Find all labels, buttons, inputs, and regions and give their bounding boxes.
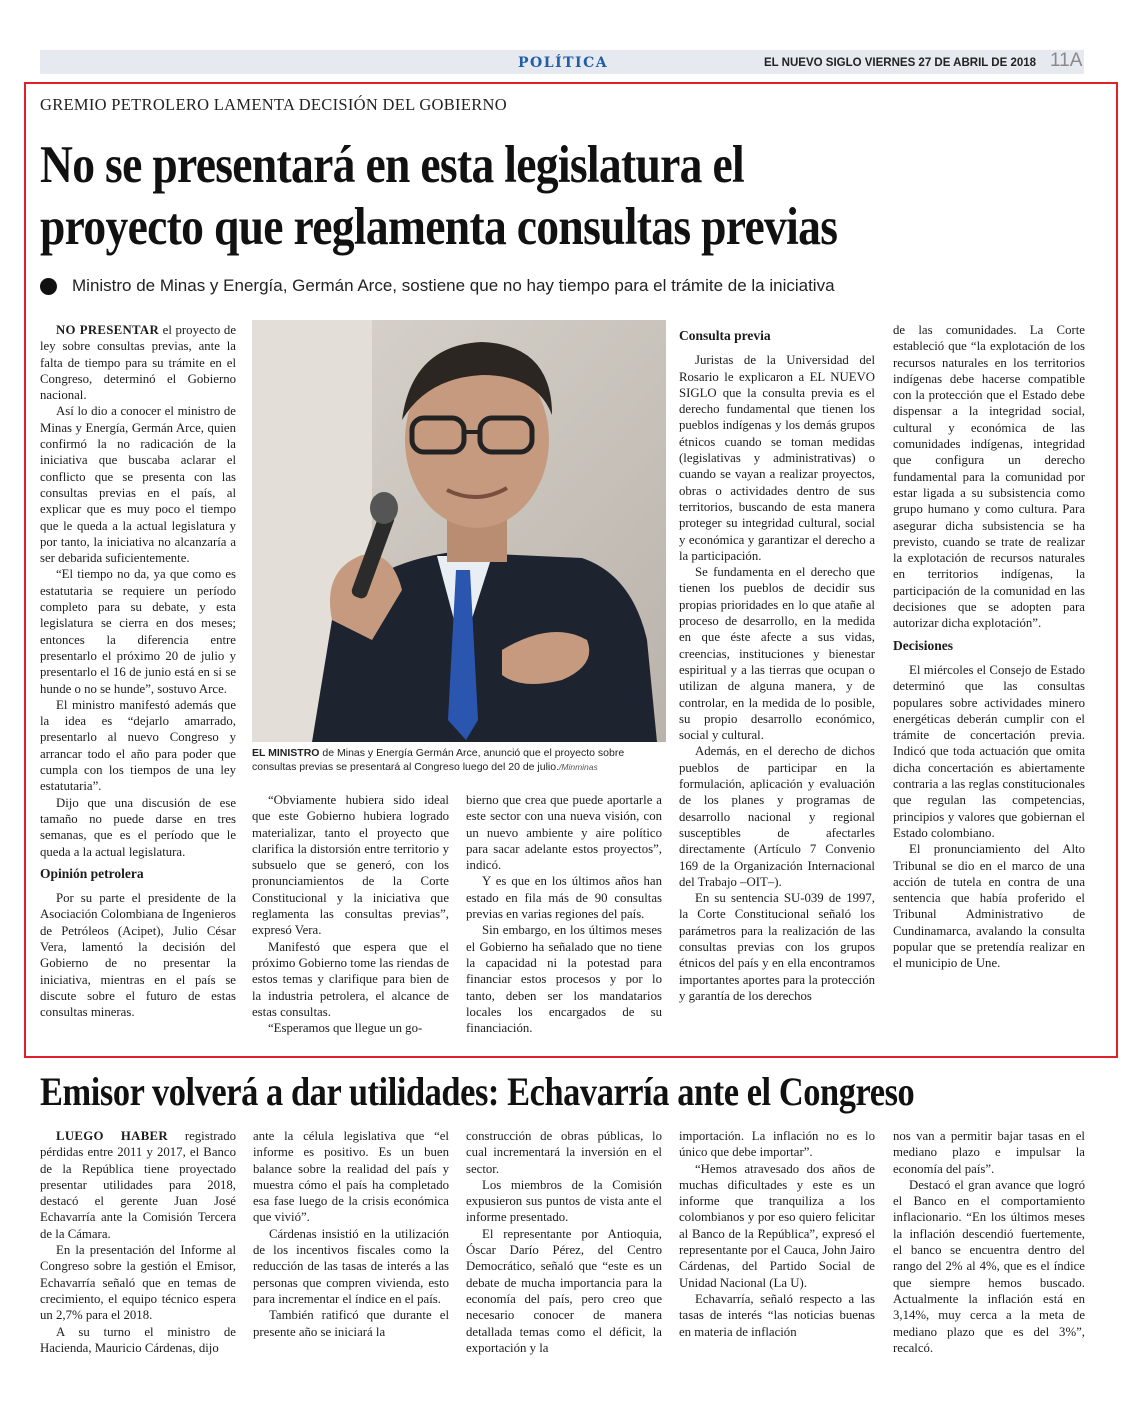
paragraph: Echavarría, señaló respecto a las tasas de interés “las noticias buenas en materia de inflación	[679, 1291, 875, 1339]
section-subtitle: Decisiones	[893, 637, 953, 653]
paragraph: Así lo dio a conocer el ministro de Minas y Energía, Germán Arce, quien confirmó la no radicación de la iniciativa que buscaba aclarar el conflicto que se presenta con las consultas previas en el país, al explicar que es muy poco el tiempo que le queda a la actual legislatura y por tanto, la iniciativa no alcanzaría a ser debarida suficientemente.	[40, 404, 236, 566]
bullet-icon	[40, 278, 57, 295]
section-subtitle: Opinión petrolera	[40, 865, 144, 881]
paragraph: “Esperamos que llegue un go-	[268, 1021, 423, 1036]
article2-column-2	[253, 1128, 449, 1340]
paragraph: construcción de obras públicas, lo cual incrementará la inversión en el sector.	[466, 1129, 662, 1176]
paragraph: Juristas de la Universidad del Rosario le explicaron a EL NUEVO SIGLO que la consulta previa es el derecho fundamental que tienen los pueblos indígenas y los demás grupos étnicos cuando se toman medidas (legislativas y administrativas) o cuando se vayan a realizar proyectos, obras o actividades dentro de sus territorios, buscando de esta manera proteger su integridad cultural, social y económica y garantizar el derecho a la participación.	[679, 353, 875, 563]
paragraph: Cárdenas insistió en la utilización de los incentivos fiscales como la reducción de las tasas de interés a las personas que compren vivienda, esto para incrementar el índice en el país.	[253, 1226, 449, 1306]
paragraph: Destacó el gran avance que logró el Banco en el comportamiento inflacionario. “En los últimos meses la inflación descendió fuertemente, el banco se encuentra dentro del rango del 2% al 4%, que es el índice que siempre hemos buscado. Actualmente la inflación está en 3,14%, muy cerca a la meta de mediano plazo que es del 3%”, recalcó.	[893, 1177, 1085, 1355]
caption-lead: EL MINISTRO	[252, 747, 320, 759]
article2-column-5	[893, 1128, 1085, 1356]
paragraph: Y es que en los últimos años han estado en fila más de 90 consultas previas en varias regiones del país.	[466, 874, 662, 922]
paragraph: Por su parte el presidente de la Asociación Colombiana de Ingenieros de Petróleos (Acipet), Julio César Vera, lamentó la decisión del Gobierno de no presentar la iniciativa, mientras en el país se discute sobre el futuro de estas consultas mineras.	[40, 891, 236, 1020]
article2-column-1	[40, 1128, 236, 1356]
paragraph: Además, en el derecho de dichos pueblos de participar en la formulación, aplicación y evaluación de los planes y programas de desarrollo nacional y regional susceptibles de afectarles directamente (Artículo 7 Convenio 169 de la Organización Internacional del Trabajo –OIT–).	[679, 744, 875, 889]
paragraph: importación. La inflación no es lo único que debe importar”.	[679, 1129, 875, 1160]
subhead-row	[40, 276, 1100, 296]
paragraph: “Obviamente hubiera sido ideal que este Gobierno hubiera logrado materializar, tanto el proyecto que clarifica la distorsión entre territorio y subsuelo que se generó, con los pronunciamientos de la Corte Constitucional y la iniciativa que reglamenta las consultas previas”, expresó Vera.	[252, 793, 449, 938]
paragraph: En la presentación del Informe al Congreso sobre la gestión el Emisor, Echavarría señaló que en temas de crecimiento, el equipo técnico espera un 2,7% para el 2018.	[40, 1243, 236, 1323]
article2-headline: Emisor volverá a dar utilidades: Echavarría ante el Congreso	[40, 1069, 915, 1114]
paragraph: Se fundamenta en el derecho que tienen los pueblos de decidir sus propias prioridades en lo que atañe al proceso de desarrollo, en la medida en que éste afecte a sus vidas, creencias, instituciones y bienestar espiritual y a las tierras que ocupan o utilizan de alguna manera, y de controlar, en la medida de lo posible, su propio desarrollo económico, social y cultural.	[679, 565, 875, 743]
article1-column-3	[466, 792, 662, 1036]
section-subtitle: Consulta previa	[679, 328, 771, 343]
article2-column-4	[679, 1128, 875, 1340]
article2-column-3	[466, 1128, 662, 1356]
section-name: POLÍTICA	[518, 55, 609, 71]
newspaper-date-line: EL NUEVO SIGLO VIERNES 27 DE ABRIL DE 2018	[764, 57, 1037, 69]
lead-word: LUEGO HABER	[56, 1129, 168, 1143]
paragraph: En su sentencia SU-039 de 1997, la Corte Constitucional señaló los parámetros para la realización de las consultas previas con los grupos étnicos del país y en ella encontramos importantes aportes para la protección y garantía de los derechos	[679, 891, 875, 1003]
paragraph: El miércoles el Consejo de Estado determinó que las consultas populares sobre actividades minero energéticas deberán cumplir con el trámite de concertación previa. Indicó que toda actuación que omita dicha concertación es abiertamente contraria a las reglas constitucionales que regulan las competencias, principios y valores que gobiernan el Estado colombiano.	[893, 662, 1085, 840]
headline-line-2: proyecto que reglamenta consultas previas	[40, 198, 838, 256]
article1-column-5	[893, 322, 1085, 972]
article-subhead: Ministro de Minas y Energía, Germán Arce, sostiene que no hay tiempo para el trámite de la iniciativa	[72, 276, 835, 295]
paragraph: Sin embargo, en los últimos meses el Gobierno ha señalado que no tiene la capacidad ni la potestad para financiar estos procesos y por lo tanto, deben ser los mandatarios locales los encargados de su financiación.	[466, 923, 662, 1036]
caption-text: de Minas y Energía Germán Arce, anunció que el proyecto sobre consultas previas se presentará al Congreso luego del 20 de julio.	[252, 747, 625, 773]
paragraph: de las comunidades. La Corte estableció que “la explotación de los recursos naturales en los territorios indígenas debe hacerse compatible con la protección que el Estado debe dispensar a la integridad social, cultural y económica de las comunidades indígenas, integridad que configura un derecho fundamental para la comunidad por estar ligada a su subsistencia como grupo humano y como cultura. Para asegurar dicha subsistencia se ha previsto, cuando se trate de realizar la explotación de recursos naturales en territorios indígenas, la participación de la comunidad en las decisiones que se adopten para autorizar dicha explotación”.	[893, 323, 1085, 631]
paragraph: Los miembros de la Comisión expusieron sus puntos de vista ante el informe presentado.	[466, 1177, 662, 1225]
headline-line-1: No se presentará en esta legislatura el	[40, 136, 745, 194]
paragraph: El representante por Antioquia, Óscar Darío Pérez, del Centro Democrático, señaló que “este es un debate de mucha importancia para la economía del país, pero creo que necesario conocer de manera detallada temas como el déficit, la exportación y la	[466, 1226, 662, 1355]
paragraph: También ratificó que durante el presente año se iniciará la	[253, 1308, 449, 1339]
article1-column-1	[40, 322, 236, 1020]
article-kicker: GREMIO PETROLERO LAMENTA DECISIÓN DEL GOBIERNO	[40, 95, 507, 114]
paragraph: “El tiempo no da, ya que como es estatutaria se requiere un período completo para su debate, y esta legislatura se cierra en dos meses; entonces la diferencia entre presentarlo el próximo 20 de julio y presentarlo el 16 de junio está en si se hunde o no se hunde”, sostuvo Arce.	[40, 567, 236, 696]
photo-caption	[252, 747, 666, 774]
photo-credit: /Minminas	[559, 761, 598, 772]
lead-word: NO PRESENTAR	[56, 323, 159, 337]
paragraph: “Hemos atravesado dos años de muchas dificultades y este es un informe que tranquiliza a los colombianos y por eso quiero felicitar al Banco de la República”, expresó el representante por el Cauca, John Jairo Cárdenas, del Partido Social de Unidad Nacional (La U).	[679, 1161, 875, 1290]
paragraph: El ministro manifestó además que la idea es “dejarlo amarrado, presentarlo al nuevo Congreso y arrancar todo el año para poder que cumpla con los tiempos de una ley estatutaria”.	[40, 697, 236, 794]
minister-photo	[252, 320, 666, 742]
paragraph: nos van a permitir bajar tasas en el mediano plazo e impulsar la economía del país”.	[893, 1129, 1085, 1176]
article1-column-2	[252, 792, 449, 1036]
paragraph: El pronunciamiento del Alto Tribunal se dio en el marco de una acción de tutela en contra de una sentencia que había proferido el Tribunal Administrativo de Cundinamarca, avalando la consulta popular que se pretendía realizar en el municipio de Une.	[893, 842, 1085, 971]
paragraph: registrado pérdidas entre 2011 y 2017, el Banco de la República tiene proyectado presentar utilidades para 2018, destacó el gerente Juan José Echavarría ante la Comisión Tercera de la Cámara.	[40, 1129, 237, 1241]
paragraph: Manifestó que espera que el próximo Gobierno tome las riendas de estos temas y clarifique para bien de la industria petrolera, el alcance de estas consultas.	[252, 939, 449, 1019]
paragraph: el proyecto de ley sobre consultas previas, ante la falta de tiempo para su trámite en el Congreso, determinó el Gobierno nacional.	[40, 323, 236, 403]
article1-column-4	[679, 322, 875, 1004]
paragraph: ante la célula legislativa que “el informe es positivo. Es un buen balance sobre la realidad del país y muestra cómo el país ha completado esa fase luego de la crisis económica que vivió”.	[253, 1129, 449, 1225]
paragraph: Dijo que una discusión de ese tamaño no puede darse en tres semanas, que es el período que le queda a la actual legislatura.	[40, 795, 236, 859]
paragraph: bierno que crea que puede aportarle a este sector con una nueva visión, con un nuevo ambiente y aire político para sacar adelante estos proyectos”, indicó.	[466, 793, 662, 873]
page-number: 11A	[1050, 50, 1083, 71]
paragraph: A su turno el ministro de Hacienda, Mauricio Cárdenas, dijo	[40, 1324, 236, 1355]
minister-photo-illustration	[252, 320, 666, 742]
article-headline	[40, 134, 952, 258]
